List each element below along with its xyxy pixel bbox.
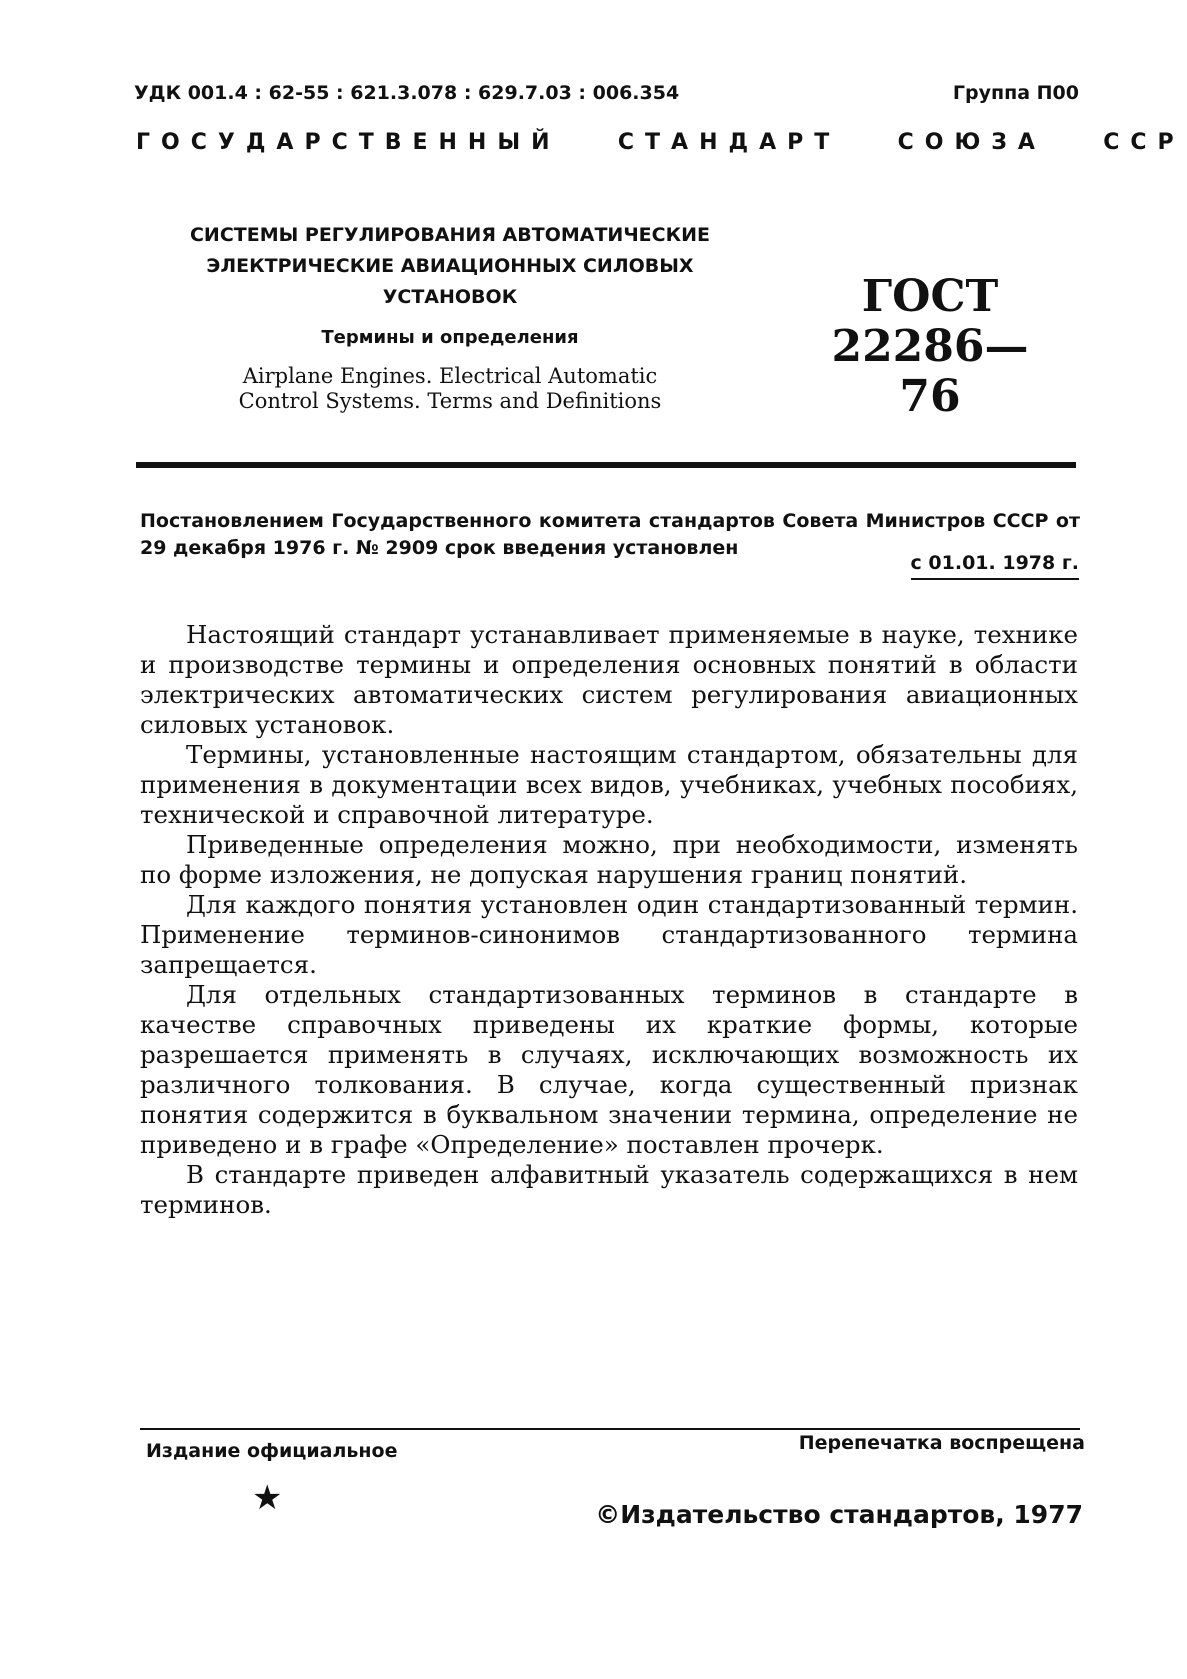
document-subtitle: Термины и определения bbox=[321, 327, 579, 348]
udk-code: УДК 001.4 : 62-55 : 621.3.078 : 629.7.03 : 006.354 bbox=[134, 82, 680, 104]
group-code: Группа П00 bbox=[952, 82, 1079, 104]
title-block bbox=[160, 220, 740, 414]
state-standard-heading bbox=[136, 130, 1185, 155]
gost-label: ГОСТ bbox=[861, 271, 999, 322]
decree-text: Постановлением Государственного комитета стандартов Совета Министров СССР от 29 декабря 1976 г. № 2909 срок введения установлен bbox=[140, 510, 1080, 559]
heavy-divider bbox=[136, 462, 1076, 468]
english-title bbox=[160, 364, 740, 414]
official-edition-label: Издание официальное bbox=[146, 1440, 398, 1462]
body-paragraph: Приведенные определения можно, при необходимости, изменять по форме изложения, не допуская нарушения границ понятий. bbox=[140, 830, 1078, 889]
reprint-prohibited-label: Перепечатка воспрещена bbox=[798, 1432, 1085, 1454]
copyright-notice: ©Издательство стандартов, 1977 bbox=[595, 1500, 1083, 1529]
document-title bbox=[160, 220, 740, 313]
state-standard-word: СОЮЗА bbox=[897, 130, 1046, 155]
body-paragraph: Для отдельных стандартизованных терминов в стандарте в качестве справочных приведены их краткие формы, которые разрешается применять в случаях, исключающих возможность их различного толкования. В случае, когда существенный признак понятия содержится в буквальном значении термина, определение не приведено и в графе «Определение» поставлен прочерк. bbox=[140, 980, 1078, 1159]
state-standard-word: ГОСУДАРСТВЕННЫЙ bbox=[136, 130, 561, 155]
title-line: УСТАНОВОК bbox=[382, 286, 518, 308]
star-icon: ★ bbox=[252, 1478, 283, 1518]
state-standard-word: ССР bbox=[1103, 130, 1185, 155]
english-title-line: Airplane Engines. Electrical Automatic bbox=[242, 364, 658, 388]
footer-divider bbox=[140, 1428, 1080, 1430]
body-paragraph: Для каждого понятия установлен один стандартизованный термин. Применение терминов-синонимов стандартизованного термина запрещается. bbox=[140, 890, 1078, 979]
gost-number: 22286—76 bbox=[831, 321, 1029, 422]
gost-designation bbox=[820, 272, 1040, 422]
body-paragraph: В стандарте приведен алфавитный указатель содержащихся в нем терминов. bbox=[140, 1160, 1078, 1219]
english-title-line: Control Systems. Terms and Definitions bbox=[238, 389, 662, 413]
title-line: СИСТЕМЫ РЕГУЛИРОВАНИЯ АВТОМАТИЧЕСКИЕ bbox=[189, 224, 711, 246]
body-paragraph: Термины, установленные настоящим стандартом, обязательны для применения в документации всех видов, учебниках, учебных пособиях, технической и справочной литературе. bbox=[140, 740, 1078, 829]
body-text bbox=[140, 620, 1078, 1220]
introduction-date: с 01.01. 1978 г. bbox=[911, 552, 1079, 580]
state-standard-word: СТАНДАРТ bbox=[617, 130, 841, 155]
title-line: ЭЛЕКТРИЧЕСКИЕ АВИАЦИОННЫХ СИЛОВЫХ bbox=[206, 255, 694, 277]
body-paragraph: Настоящий стандарт устанавливает применяемые в науке, технике и производстве термины и определения основных понятий в области электрических автоматических систем регулирования авиационных силовых установок. bbox=[140, 620, 1078, 739]
